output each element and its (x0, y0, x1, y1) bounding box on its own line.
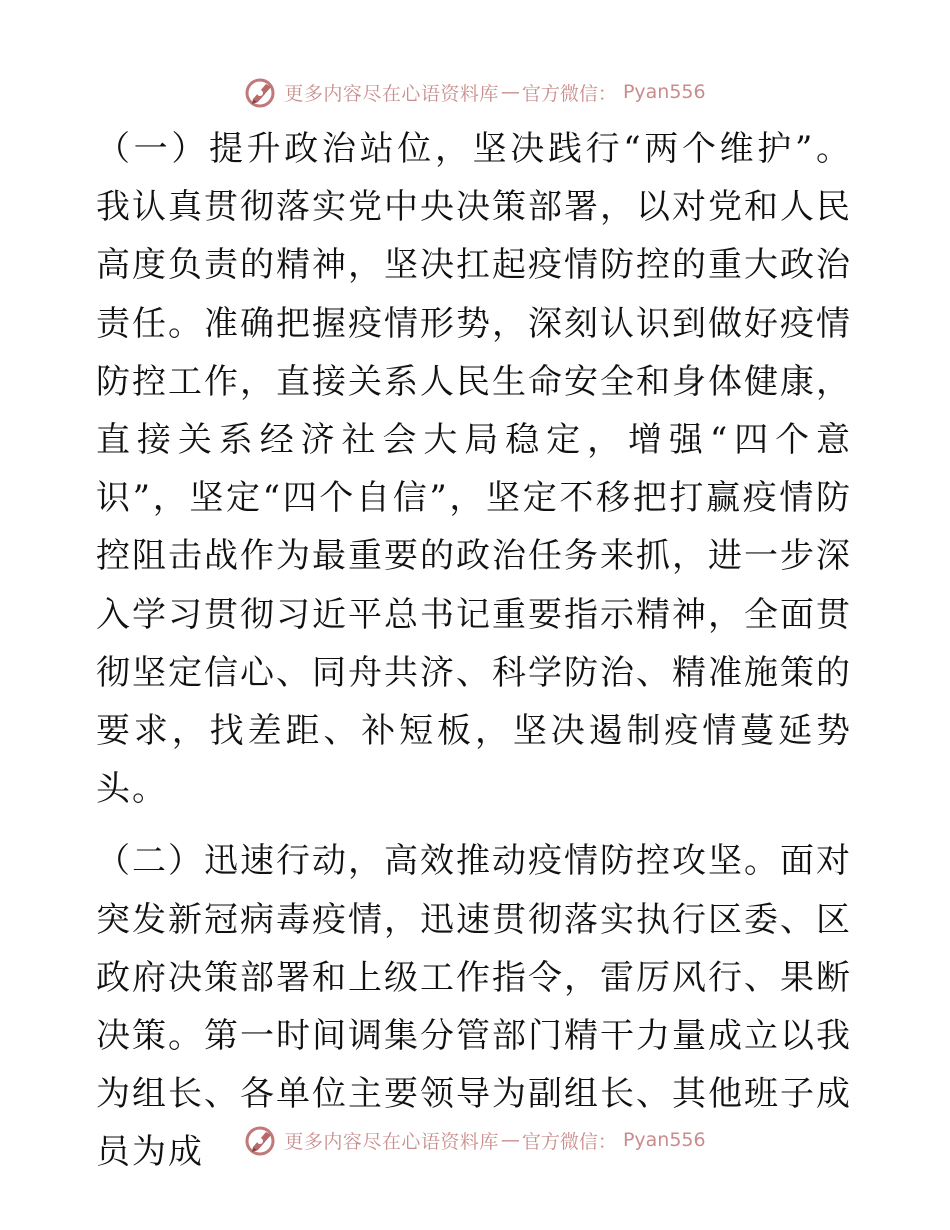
pen-logo-icon (244, 75, 278, 109)
watermark-main-text: 更多内容尽在心语资料库 (284, 1130, 499, 1153)
watermark-wechat-id: Pyan556 (622, 81, 706, 103)
watermark-separator: — (500, 1129, 520, 1151)
watermark-main-text: 更多内容尽在心语资料库 (284, 82, 499, 105)
watermark-wechat-label: 官方微信： (521, 1130, 617, 1153)
document-body (96, 120, 852, 1182)
watermark-wechat-label: 官方微信： (521, 82, 617, 105)
paragraph-1: （一）提升政治站位，坚决践行“两个维护”。我认真贯彻落实党中央决策部署，以对党和人民高度负责的精神，坚决扛起疫情防控的重大政治责任。准确把握疫情形势，深刻认识到做好疫情防控工作，直接关系人民生命安全和身体健康，直接关系经济社会大局稳定，增强“四个意识”，坚定“四个自信”，坚定不移把打赢疫情防控阻击战作为最重要的政治任务来抓，进一步深入学习贯彻习近平总书记重要指示精神，全面贯彻坚定信心、同舟共济、科学防治、精准施策的要求，找差距、补短板，坚决遏制疫情蔓延势头。 (96, 129, 852, 810)
watermark-separator: — (500, 81, 520, 103)
paragraph-2: （二）迅速行动，高效推动疫情防控攻坚。面对突发新冠病毒疫情，迅速贯彻落实执行区委、区政府决策部署和上级工作指令，雷厉风行、果断决策。第一时间调集分管部门精干力量成立以我为组长、各单位主要领导为副组长、其他班子成员为成 (96, 841, 852, 1173)
pen-logo-icon (244, 1123, 278, 1157)
watermark-wechat-id: Pyan556 (622, 1129, 706, 1151)
footer-watermark (0, 1120, 950, 1160)
header-watermark (0, 72, 950, 112)
